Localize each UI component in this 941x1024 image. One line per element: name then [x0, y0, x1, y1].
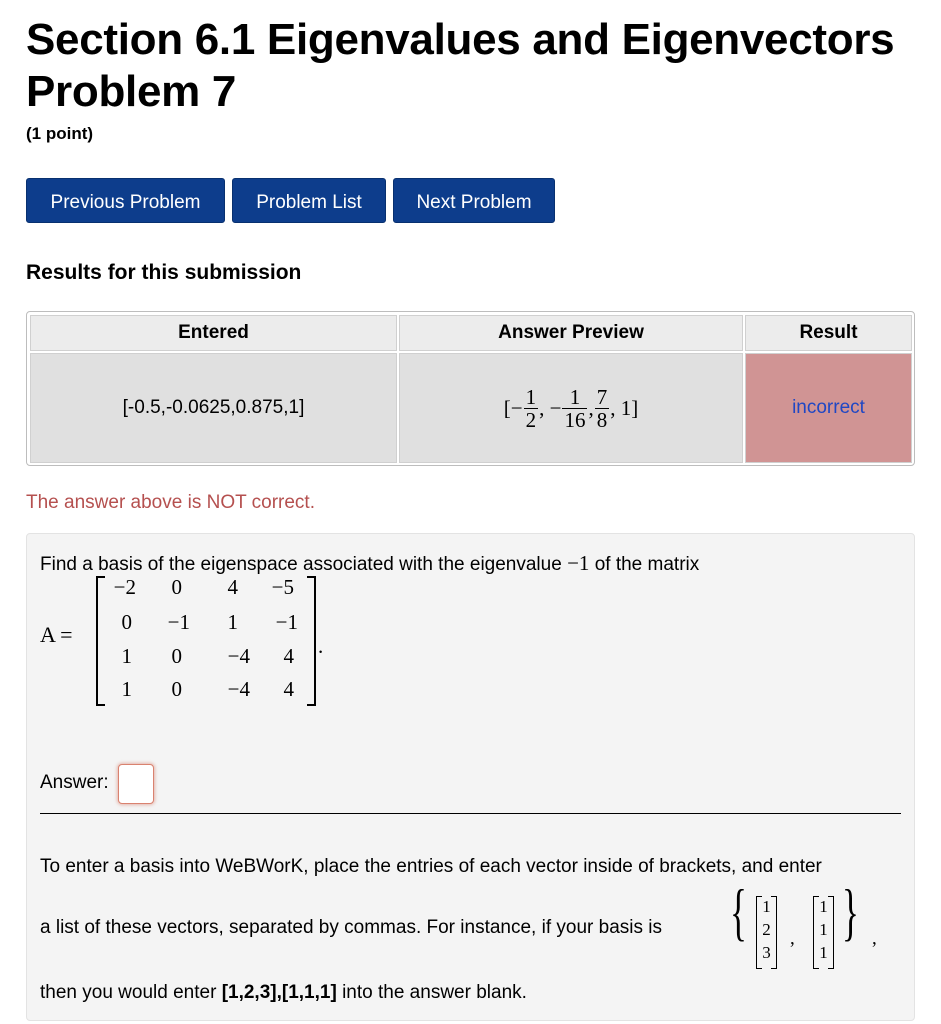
answer-preview-cell — [399, 353, 743, 463]
matrix-label: A = — [40, 622, 73, 647]
matrix-cell: 4 — [283, 644, 294, 668]
matrix-cell: 0 — [171, 575, 182, 599]
problem-prompt: Find a basis of the eigenspace associated with the eigenvalue −1 of the matrix — [40, 551, 700, 575]
eigenvalue: −1 — [567, 551, 590, 575]
problem-box — [26, 533, 915, 1021]
example-vector-2-entry: 1 — [819, 920, 828, 939]
matrix-cell: 1 — [121, 677, 132, 701]
matrix-cell: 1 — [227, 610, 238, 634]
column-header-entered: Entered — [30, 315, 397, 351]
divider — [40, 813, 901, 814]
fraction-1: $\frac{1}{2}$ — [525, 384, 537, 432]
problem-title: Problem 7 — [26, 67, 237, 116]
example-vector-1-entry: 1 — [762, 897, 771, 916]
matrix-cell: −4 — [227, 644, 250, 668]
help-text-line-1: To enter a basis into WeBWorK, place the entries of each vector inside of brackets, and enter — [40, 856, 822, 877]
matrix-cell: 4 — [227, 575, 238, 599]
points-label: (1 point) — [26, 124, 94, 143]
example-vector-1-entry: 2 — [762, 920, 771, 939]
column-header-result: Result — [745, 315, 912, 351]
matrix-cell: −2 — [113, 575, 136, 599]
fraction-2: $\frac{1}{16}$ — [564, 384, 586, 432]
page-title — [26, 14, 941, 118]
matrix-cell: −1 — [275, 610, 298, 634]
matrix-cell: −1 — [167, 610, 190, 634]
problem-list-button[interactable]: Problem List — [232, 178, 386, 223]
example-vector-1-entry: 3 — [762, 943, 771, 962]
matrix-cell: 1 — [121, 644, 132, 668]
help-text-line-3: then you would enter [1,2,3],[1,1,1] into the answer blank. — [40, 982, 527, 1003]
previous-problem-button[interactable]: Previous Problem — [26, 178, 225, 223]
matrix-period: . — [318, 634, 324, 658]
matrix-cell: 4 — [283, 677, 294, 701]
matrix-cell: 0 — [171, 677, 182, 701]
example-vector-2-entry: 1 — [819, 897, 828, 916]
answer-label: Answer: — [40, 772, 109, 793]
incorrect-message: The answer above is NOT correct. — [26, 492, 315, 513]
column-header-answer-preview: Answer Preview — [399, 315, 743, 351]
answer-input[interactable] — [118, 764, 154, 804]
next-problem-button[interactable]: Next Problem — [393, 178, 555, 223]
result-status: incorrect — [745, 353, 912, 463]
matrix-cell: 0 — [121, 610, 132, 634]
right-brace: } — [842, 876, 859, 947]
example-answer: [1,2,3],[1,1,1] — [221, 982, 337, 1003]
fraction-3: $\frac{7}{8}$ — [596, 384, 608, 432]
results-table — [26, 311, 915, 466]
answer-preview: [− $\frac{1}{2}$ , − $\frac{1}{16}$ , $\frac{7}{8}$ , 1] — [503, 384, 639, 432]
example-vector-2-entry: 1 — [819, 943, 828, 962]
results-heading: Results for this submission — [26, 261, 302, 284]
matrix-cell: 0 — [171, 644, 182, 668]
entered-value: [-0.5,-0.0625,0.875,1] — [30, 353, 397, 463]
matrix-cell: −5 — [271, 575, 294, 599]
left-brace: { — [730, 876, 747, 947]
matrix-cell: −4 — [227, 677, 250, 701]
section-title: Section 6.1 Eigenvalues and Eigenvectors — [26, 15, 895, 64]
help-text-line-2: a list of these vectors, separated by commas. For instance, if your basis is — [40, 917, 662, 938]
